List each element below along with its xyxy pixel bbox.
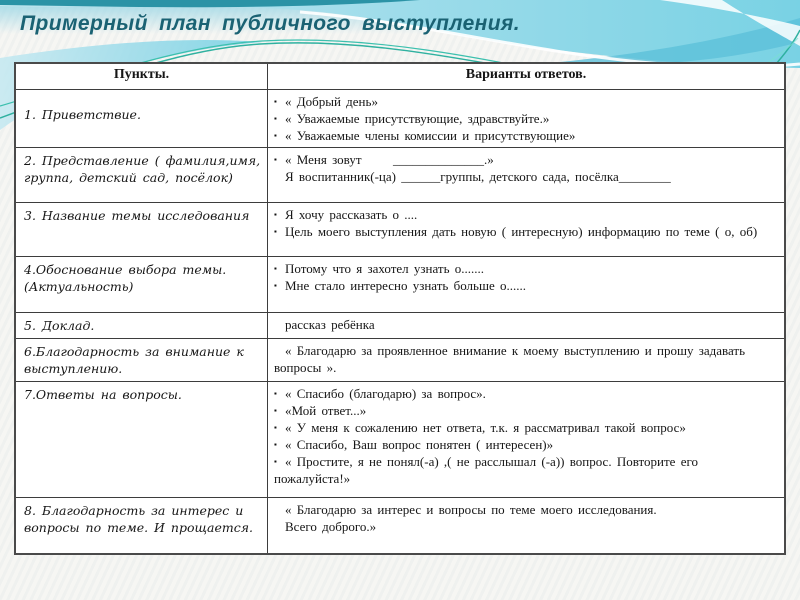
answer-text: Я хочу рассказать о .... xyxy=(285,207,418,222)
answer-text: « Уважаемые присутствующие, здравствуйте.» xyxy=(285,111,550,126)
answer-line xyxy=(274,206,776,223)
answer-text: « Благодарю за интерес и вопросы по теме моего исследования. xyxy=(285,502,657,517)
row-item-cell: 2. Представление ( фамилия,имя, группа, детский сад, посёлок) xyxy=(15,148,268,203)
row-answers-cell xyxy=(268,148,786,203)
answer-text: Всего доброго.» xyxy=(285,519,377,534)
row-answers-cell xyxy=(268,498,786,554)
col-header-answers: Варианты ответов. xyxy=(268,63,786,90)
answer-text: Мне стало интересно узнать больше о...... xyxy=(285,278,526,293)
bullet-icon: ▪ xyxy=(274,406,277,415)
table-row xyxy=(15,339,785,382)
table-row xyxy=(15,203,785,257)
bullet-icon: ▪ xyxy=(274,423,277,432)
row-item-cell: 1. Приветствие. xyxy=(15,90,268,148)
row-item-cell: 5. Доклад. xyxy=(15,313,268,339)
answer-line xyxy=(274,151,776,168)
answer-text: « Простите, я не понял(-а) ,( не расслышал (-а)) вопрос. Повторите его пожалуйста!» xyxy=(274,454,698,486)
answer-line xyxy=(274,342,776,376)
answer-line xyxy=(274,316,776,333)
answer-text: «Мой ответ...» xyxy=(285,403,367,418)
answer-line xyxy=(274,518,776,535)
col-header-items: Пункты. xyxy=(15,63,268,90)
row-item-cell: 4.Обоснование выбора темы. (Актуальность) xyxy=(15,257,268,313)
row-answers-cell xyxy=(268,203,786,257)
row-answers-cell xyxy=(268,313,786,339)
row-answers-cell xyxy=(268,382,786,498)
bullet-icon: ▪ xyxy=(274,264,277,273)
answer-text: Потому что я захотел узнать о....... xyxy=(285,261,485,276)
bullet-icon: ▪ xyxy=(274,281,277,290)
answer-text: « Добрый день» xyxy=(285,94,378,109)
answer-text: « Меня зовут ______________.» xyxy=(285,152,494,167)
answer-line xyxy=(274,402,776,419)
answer-text: « У меня к сожалению нет ответа, т.к. я рассматривал такой вопрос» xyxy=(285,420,686,435)
answer-line xyxy=(274,93,776,110)
answer-line xyxy=(274,127,776,144)
row-item-cell: 3. Название темы исследования xyxy=(15,203,268,257)
slide-title: Примерный план публичного выступления. xyxy=(20,12,520,35)
plan-table xyxy=(14,62,786,555)
bullet-icon: ▪ xyxy=(274,457,277,466)
table-header-row xyxy=(15,63,785,90)
table-row xyxy=(15,382,785,498)
row-item-cell: 7.Ответы на вопросы. xyxy=(15,382,268,498)
bullet-icon: ▪ xyxy=(274,97,277,106)
table-row xyxy=(15,257,785,313)
table-row xyxy=(15,498,785,554)
answer-text: « Спасибо (благодарю) за вопрос». xyxy=(285,386,486,401)
bullet-icon: ▪ xyxy=(274,114,277,123)
answer-line xyxy=(274,453,776,487)
answer-line xyxy=(274,385,776,402)
answer-line xyxy=(274,110,776,127)
answer-line xyxy=(274,277,776,294)
row-answers-cell xyxy=(268,339,786,382)
bullet-icon: ▪ xyxy=(274,440,277,449)
row-item-cell: 8. Благодарность за интерес и вопросы по теме. И прощается. xyxy=(15,498,268,554)
answer-text: Я воспитанник(-ца) ______группы, детского сада, посёлка________ xyxy=(285,169,671,184)
bullet-icon: ▪ xyxy=(274,210,277,219)
answer-line xyxy=(274,223,776,240)
answer-line xyxy=(274,260,776,277)
bullet-icon: ▪ xyxy=(274,389,277,398)
answer-line xyxy=(274,436,776,453)
row-answers-cell xyxy=(268,257,786,313)
answer-text: Цель моего выступления дать новую ( интересную) информацию по теме ( о, об) xyxy=(285,224,758,239)
bullet-icon: ▪ xyxy=(274,131,277,140)
table-row xyxy=(15,90,785,148)
answer-line xyxy=(274,168,776,185)
answer-text: « Уважаемые члены комиссии и присутствующие» xyxy=(285,128,576,143)
answer-line xyxy=(274,419,776,436)
row-item-cell: 6.Благодарность за внимание к выступлению. xyxy=(15,339,268,382)
bullet-icon: ▪ xyxy=(274,227,277,236)
table-row xyxy=(15,313,785,339)
answer-text: « Благодарю за проявленное внимание к моему выступлению и прошу задавать вопросы ». xyxy=(274,343,746,375)
answer-text: рассказ ребёнка xyxy=(285,317,375,332)
row-answers-cell xyxy=(268,90,786,148)
answer-text: « Спасибо, Ваш вопрос понятен ( интересен)» xyxy=(285,437,554,452)
answer-line xyxy=(274,501,776,518)
table-row xyxy=(15,148,785,203)
bullet-icon: ▪ xyxy=(274,155,277,164)
